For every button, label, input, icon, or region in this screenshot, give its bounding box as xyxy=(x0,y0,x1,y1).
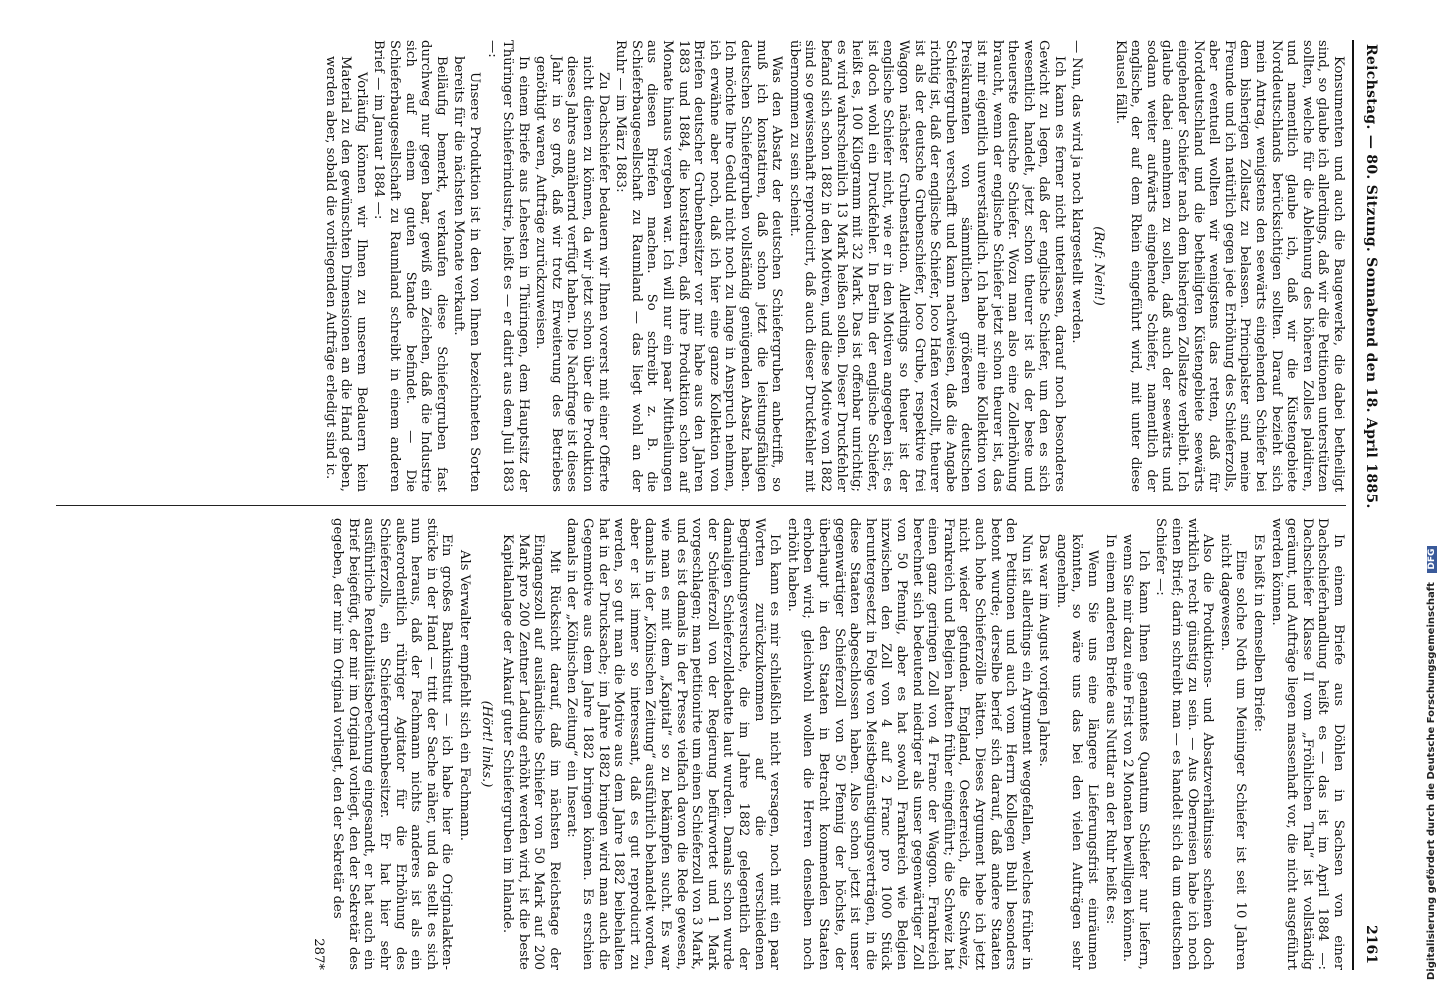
quoted-advertisement: Als Verwalter empfiehlt sich ein Fachmann. xyxy=(456,550,472,841)
paragraph: Was den Absatz der deutschen Schiefergruben anbetrifft, so muß ich konstatiren, daß schon jetzt die leistungsfähigen deutschen Schiefergruben vollständig genügenden Absatz haben. Ich möchte Ihre Geduld nicht noch zu lange in Anspruch nehmen, ich erwähne aber noch, daß ich hier eine ganze Kollektion von Briefen deutscher Grubenbesitzer vor mir habe aus den Jahren 1883 und 1884, die konstatiren, daß ihre Produktion schon auf Monate hinaus vergeben war. Ich will nur ein paar Mittheilungen aus diesen Briefen machen. So schreibt z. B. die Schieferbaugesellschaft zu Raumland — das liegt wohl an der Ruhr — im März 1883: xyxy=(613,40,785,492)
paragraph: Nun ist allerdings ein Argument weggefallen, welches früher in den Petitionen und auch vom Herrn Kollegen Buhl besonders betont wurde; derselbe berief sich darauf, daß andere Staaten auch hohe Schieferzölle hätten. Dieses Argument hebe ich jetzt nicht wieder gefunden. England, Oesterreich, die Schweiz, Frankreich und Belgien hatten früher eingeführt; die Schweiz hat einen ganz geringen Zoll von 4 Franc der Waggon. Frankreich berechnet sich bedeutend niedriger als unser gegenwärtiger Zoll von 50 Pfennig, aber es hat sowohl Frankreich wie Belgien inzwischen den Zoll von 4 auf 2 Franc pro 1000 Stück heruntergesetzt in Folge von Meistbegünstigungsverträgen, in die diese Staaten abgeschlossen haben. Also schon jetzt ist unser gegenwärtiger Schieferzoll von 50 Pfennig der höchste, der überhaupt in den Staaten in Betracht kommenden Staaten erhoben wird; gleichwohl wollen die Herren denselben noch erhöht haben. xyxy=(784,518,1034,970)
paragraph: Ich kann es ferner nicht unterlassen, darauf noch besonderes Gewicht zu legen, daß der englische Schiefer, um den es sich wesentlich handelt, jetzt schon theurer ist als der beste und theuerste deutsche Schiefer. Wozu man also eine Zollerhöhung braucht, wenn der englische Schiefer jetzt schon theurer ist, das ist mir eigentlich unverständlich. Ich habe mir eine Kollektion von Preiskuranten von sämmtlichen größeren deutschen Schiefergruben verschafft und kann nachweisen, daß die Angabe richtig ist, daß der englische Schiefer, loco Hafen verzollt, theurer ist als der deutsche Grubenschiefer, loco Grube, respektive frei Waggon nächster Grubenstation. Allerdings so theuer ist der englische Schiefer nicht, wie er in den Motiven angegeben ist; es ist doch wohl ein Druckfehler. In Berlin der englische Schiefer, heißt es, 100 Kilogramm mit 32 Mark. Das ist offenbar unrichtig; es wird wahrscheinlich 13 Mark heißen sollen. Dieser Druckfehler befand sich schon 1882 in den Motiven, und diese Motive von 1882 sind so gewissenhaft reproducirt, daß auch dieser Druckfehler mit übernommen zu sein scheint. xyxy=(786,40,1067,493)
quoted-letter: Wenn Sie uns eine längere Lieferungsfrist einräumen könnten, so wäre uns das bei den vielen Aufträgen sehr angenehm. xyxy=(1053,534,1101,970)
credit-text: Digitalisierung gefördert durch die Deutsche Forschungsgemeinschaft xyxy=(1426,582,1437,980)
interjection: (Hört! links.) xyxy=(478,700,494,788)
paragraph: Konsumenten und auch die Baugewerke, die dabei betheiligt sind, so glaube ich allerdings, daß wir die Petitionen unterstützen sollten, welche für die Ablehnung des höheren Zolles plaidiren, und namentlich glaube ich, daß wir die Küstengebiete Norddeutschlands berücksichtigen sollten. Darauf bezieht sich mein Antrag, wenigstens den seewärts eingehenden Schiefer bei dem bisherigen Zollsatz zu belassen. Principalster sind meine Freunde und ich natürlich gegen jede Erhöhung des Schieferzolls, aber eventuell wollten wir wenigstens das retten, daß für Norddeutschland und die betheiligten Küstengebiete seewärts eingehender Schiefer nach dem bisherigen Zollsatze verbleibt. Ich glaube dabei annehmen zu sollen, daß auch der seewärts und sodann weiter aufwärts eingehende Schiefer, namentlich der englische, der auf dem Rhein eingeführt wird, mit unter diese Klausel fällt. xyxy=(1112,40,1346,492)
quoted-letter: Eine solche Noth um Meininger Schiefer ist seit 10 Jahren nicht dagewesen. xyxy=(1217,534,1249,970)
paragraph: Ein großes Bankinstitut — ich habe hier die Originalakten-stücke in der Hand — tritt der Sache näher, und da stellt es sich nun heraus, daß der Fachmann nichts anderes ist als ein außerordentlich rühriger Agitator für die Erhöhung des Schieferzolls, ein Schiefergrubenbesitzer. Er hat hier sehr ausführliche Rentabilitätsberechnung eingesandt, er hat auch ein Brief beigefügt, der mir im Original vorliegt, den der Sekretär des gegeben, der mir im Original vorliegt, den der Sekretär des xyxy=(330,518,455,970)
paragraph: Also die Produktions- und Absatzverhältnisse scheinen doch wirklich recht günstig zu sein. — Aus Oberneisen habe ich noch einen Brief; darin schreibt man — es handelt sich da um deutschen Schiefer —: xyxy=(1153,518,1216,970)
paragraph: Das war im August vorigen Jahres. xyxy=(1036,534,1052,767)
quoted-letter: Zu Dachschiefer bedauern wir Ihnen vorerst mit einer Offerte nicht dienen zu können, da wir jetzt schon über die Produktion dieses Jahres annähernd verfügt haben. Die Nachfrage ist dieses Jahr in so groß, daß wir trotz Erweiterung des Betriebes genöthigt waren, Aufträge zurückzuweisen. xyxy=(533,56,611,492)
page-title: Reichstag. — 80. Sitzung. Sonnabend den 18. April 1885. xyxy=(1363,44,1379,509)
quoted-letter: Ich kann Ihnen genanntes Quantum Schiefer nur liefern, wenn Sie mir dazu eine Frist von 2 Monaten bewilligen können. xyxy=(1120,534,1151,970)
interjection: (Ruf: Nein!) xyxy=(1091,226,1107,306)
paragraph: In einem Briefe aus Lehesten in Thüringen, dem Hauptsitz der Thüringer Schieferindustrie, heißt es — er datirt aus dem Juli 1883 —: xyxy=(484,40,531,492)
column-divider xyxy=(56,505,1346,506)
paragraph: In einem anderen Briefe aus Nuttlar an der Ruhr heißt es: xyxy=(1102,534,1118,925)
page-header xyxy=(1352,40,1380,970)
signature-mark: 287* xyxy=(310,938,326,970)
quoted-advertisement: Mit Rücksicht darauf, daß im nächsten Reichstage der Eingangszoll auf ausländische Schiefer von 50 Mark auf 200 Mark pro 200 Zentner Ladung erhöht werden wird, ist die beste Kapitalanlage der Ankauf guter Schiefergruben im Inlande. xyxy=(500,534,562,970)
rotated-document-page xyxy=(50,40,1380,970)
left-column xyxy=(56,40,1346,492)
paragraph: Ich kann es mir schließlich nicht versagen, noch mit ein paar Worten zurückzukommen auf die verschiedenen Begründungsversuche, die im Jahre 1882 gelegentlich der damaligen Schieferzolldebatte laut wurden. Damals schon wurde der Schieferzoll von der Regierung befürwortet und 1 Mark vorgeschlagen; man petitionirte um einen Schieferzoll von 3 Mark, und es ist damals in der Presse vielfach davon die Rede gewesen, wie man es mit dem „Kapital“ so zu bekämpfen sucht. Es war damals in der „Kölnischen Zeitung“ ausführlich behandelt worden, aber er ist immer so interessant, daß es gut reproducirt zu werden, so gut man die Motive aus dem Jahre 1882 beibehalten hat in der Drucksache; im Jahre 1882 bringen wird man auch die Gegenmotive aus dem Jahre 1882 bringen können. Es erschien damals in der „Kölnischen Zeitung“ ein Inserat: xyxy=(564,518,783,970)
digitization-credit xyxy=(1412,20,1437,980)
paragraph: Beiläufig bemerkt, verkaufen diese Schiefergruben fast durchweg nur gegen baar, gewiß ein Zeichen, daß die Industrie sich auf einem guten Stande befindet. — Die Schieferbaugesellschaft zu Raumland schreibt in einem anderen Brief — im Januar 1884 —: xyxy=(371,40,449,492)
paragraph: In einem Briefe aus Döhlen in Sachsen von einer Dachschieferhandlung heißt es — das ist im April 1884 —: Dachschiefer Klasse II vom „Fröhlichen Thal“ ist vollständig geräumt, und Aufträge liegen massenhaft vor, die nicht ausgeführt werden können. xyxy=(1268,518,1346,970)
quoted-letter: Vorläufig können wir Ihnen zu unserem Bedauern kein Material zu den gewünschten Dimensionen an die Hand geben, werden aber, sobald die vorliegenden Aufträge erledigt sind ic. xyxy=(322,56,369,492)
right-column xyxy=(56,518,1346,970)
paragraph: Es heißt in demselben Briefe: xyxy=(1251,534,1267,732)
quoted-letter: Unsere Produktion ist in den von Ihnen bezeichneten Sorten bereits für die nächsten Monate verkauft. xyxy=(451,56,482,492)
dfg-logo: DFG xyxy=(1427,546,1437,573)
page-number: 2161 xyxy=(1363,925,1379,964)
paragraph: — Nun, das wird ja noch klargestellt werden. xyxy=(1069,40,1085,344)
